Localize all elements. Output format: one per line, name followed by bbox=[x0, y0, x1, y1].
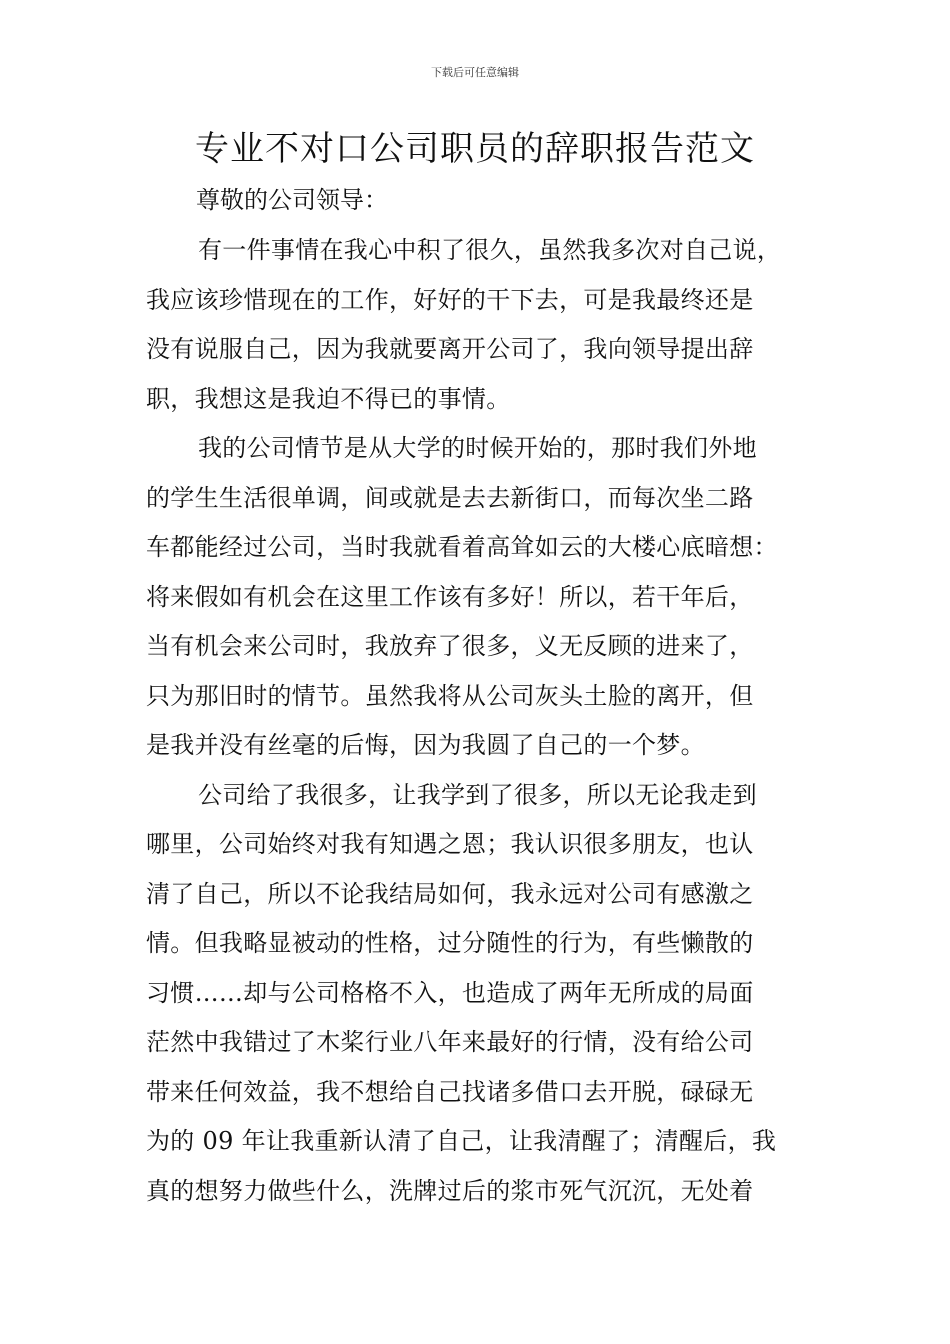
header-note: 下载后可任意编辑 bbox=[431, 66, 519, 79]
body-text bbox=[146, 226, 826, 1216]
text-line: 职，我想这是我迫不得已的事情。 bbox=[146, 384, 511, 413]
text-line: 将来假如有机会在这里工作该有多好！所以，若干年后， bbox=[146, 582, 754, 611]
text-line: 当有机会来公司时，我放弃了很多，义无反顾的进来了， bbox=[146, 632, 754, 660]
text-line: 公司给了我很多，让我学到了很多，所以无论我走到 bbox=[198, 780, 757, 809]
text-line: 车都能经过公司，当时我就看着高耸如云的大楼心底暗想： bbox=[146, 533, 778, 561]
text-line: 的学生生活很单调，间或就是去去新街口，而每次坐二路 bbox=[146, 483, 754, 512]
text-line: 清了自己，所以不论我结局如何，我永远对公司有感激之 bbox=[146, 879, 754, 908]
text-line: 习惯……却与公司格格不入，也造成了两年无所成的局面 bbox=[146, 978, 754, 1007]
text-line: 带来任何效益，我不想给自己找诸多借口去开脱，碌碌无 bbox=[146, 1077, 754, 1106]
text-line: 是我并没有丝毫的后悔，因为我圆了自己的一个梦。 bbox=[146, 731, 705, 759]
text-line: 没有说服自己，因为我就要离开公司了，我向领导提出辞 bbox=[146, 335, 754, 363]
text-line: 我应该珍惜现在的工作，好好的干下去，可是我最终还是 bbox=[146, 285, 754, 314]
document-title: 专业不对口公司职员的辞职报告范文 bbox=[195, 129, 755, 169]
text-line: 为的 09 年让我重新认清了自己，让我清醒了；清醒后，我 bbox=[146, 1127, 777, 1155]
text-line: 真的想努力做些什么，洗牌过后的浆市死气沉沉，无处着 bbox=[146, 1176, 754, 1205]
text-line: 哪里，公司始终对我有知遇之恩；我认识很多朋友，也认 bbox=[146, 830, 754, 858]
text-line: 只为那旧时的情节。虽然我将从公司灰头土脸的离开，但 bbox=[146, 681, 754, 710]
text-line: 茫然中我错过了木桨行业八年来最好的行情，没有给公司 bbox=[146, 1028, 754, 1056]
text-line: 我的公司情节是从大学的时候开始的，那时我们外地 bbox=[198, 434, 757, 462]
salutation: 尊敬的公司领导： bbox=[196, 186, 388, 214]
text-line: 情。但我略显被动的性格，过分随性的行为，有些懒散的 bbox=[146, 929, 754, 957]
text-line: 有一件事情在我心中积了很久，虽然我多次对自己说， bbox=[198, 236, 782, 264]
